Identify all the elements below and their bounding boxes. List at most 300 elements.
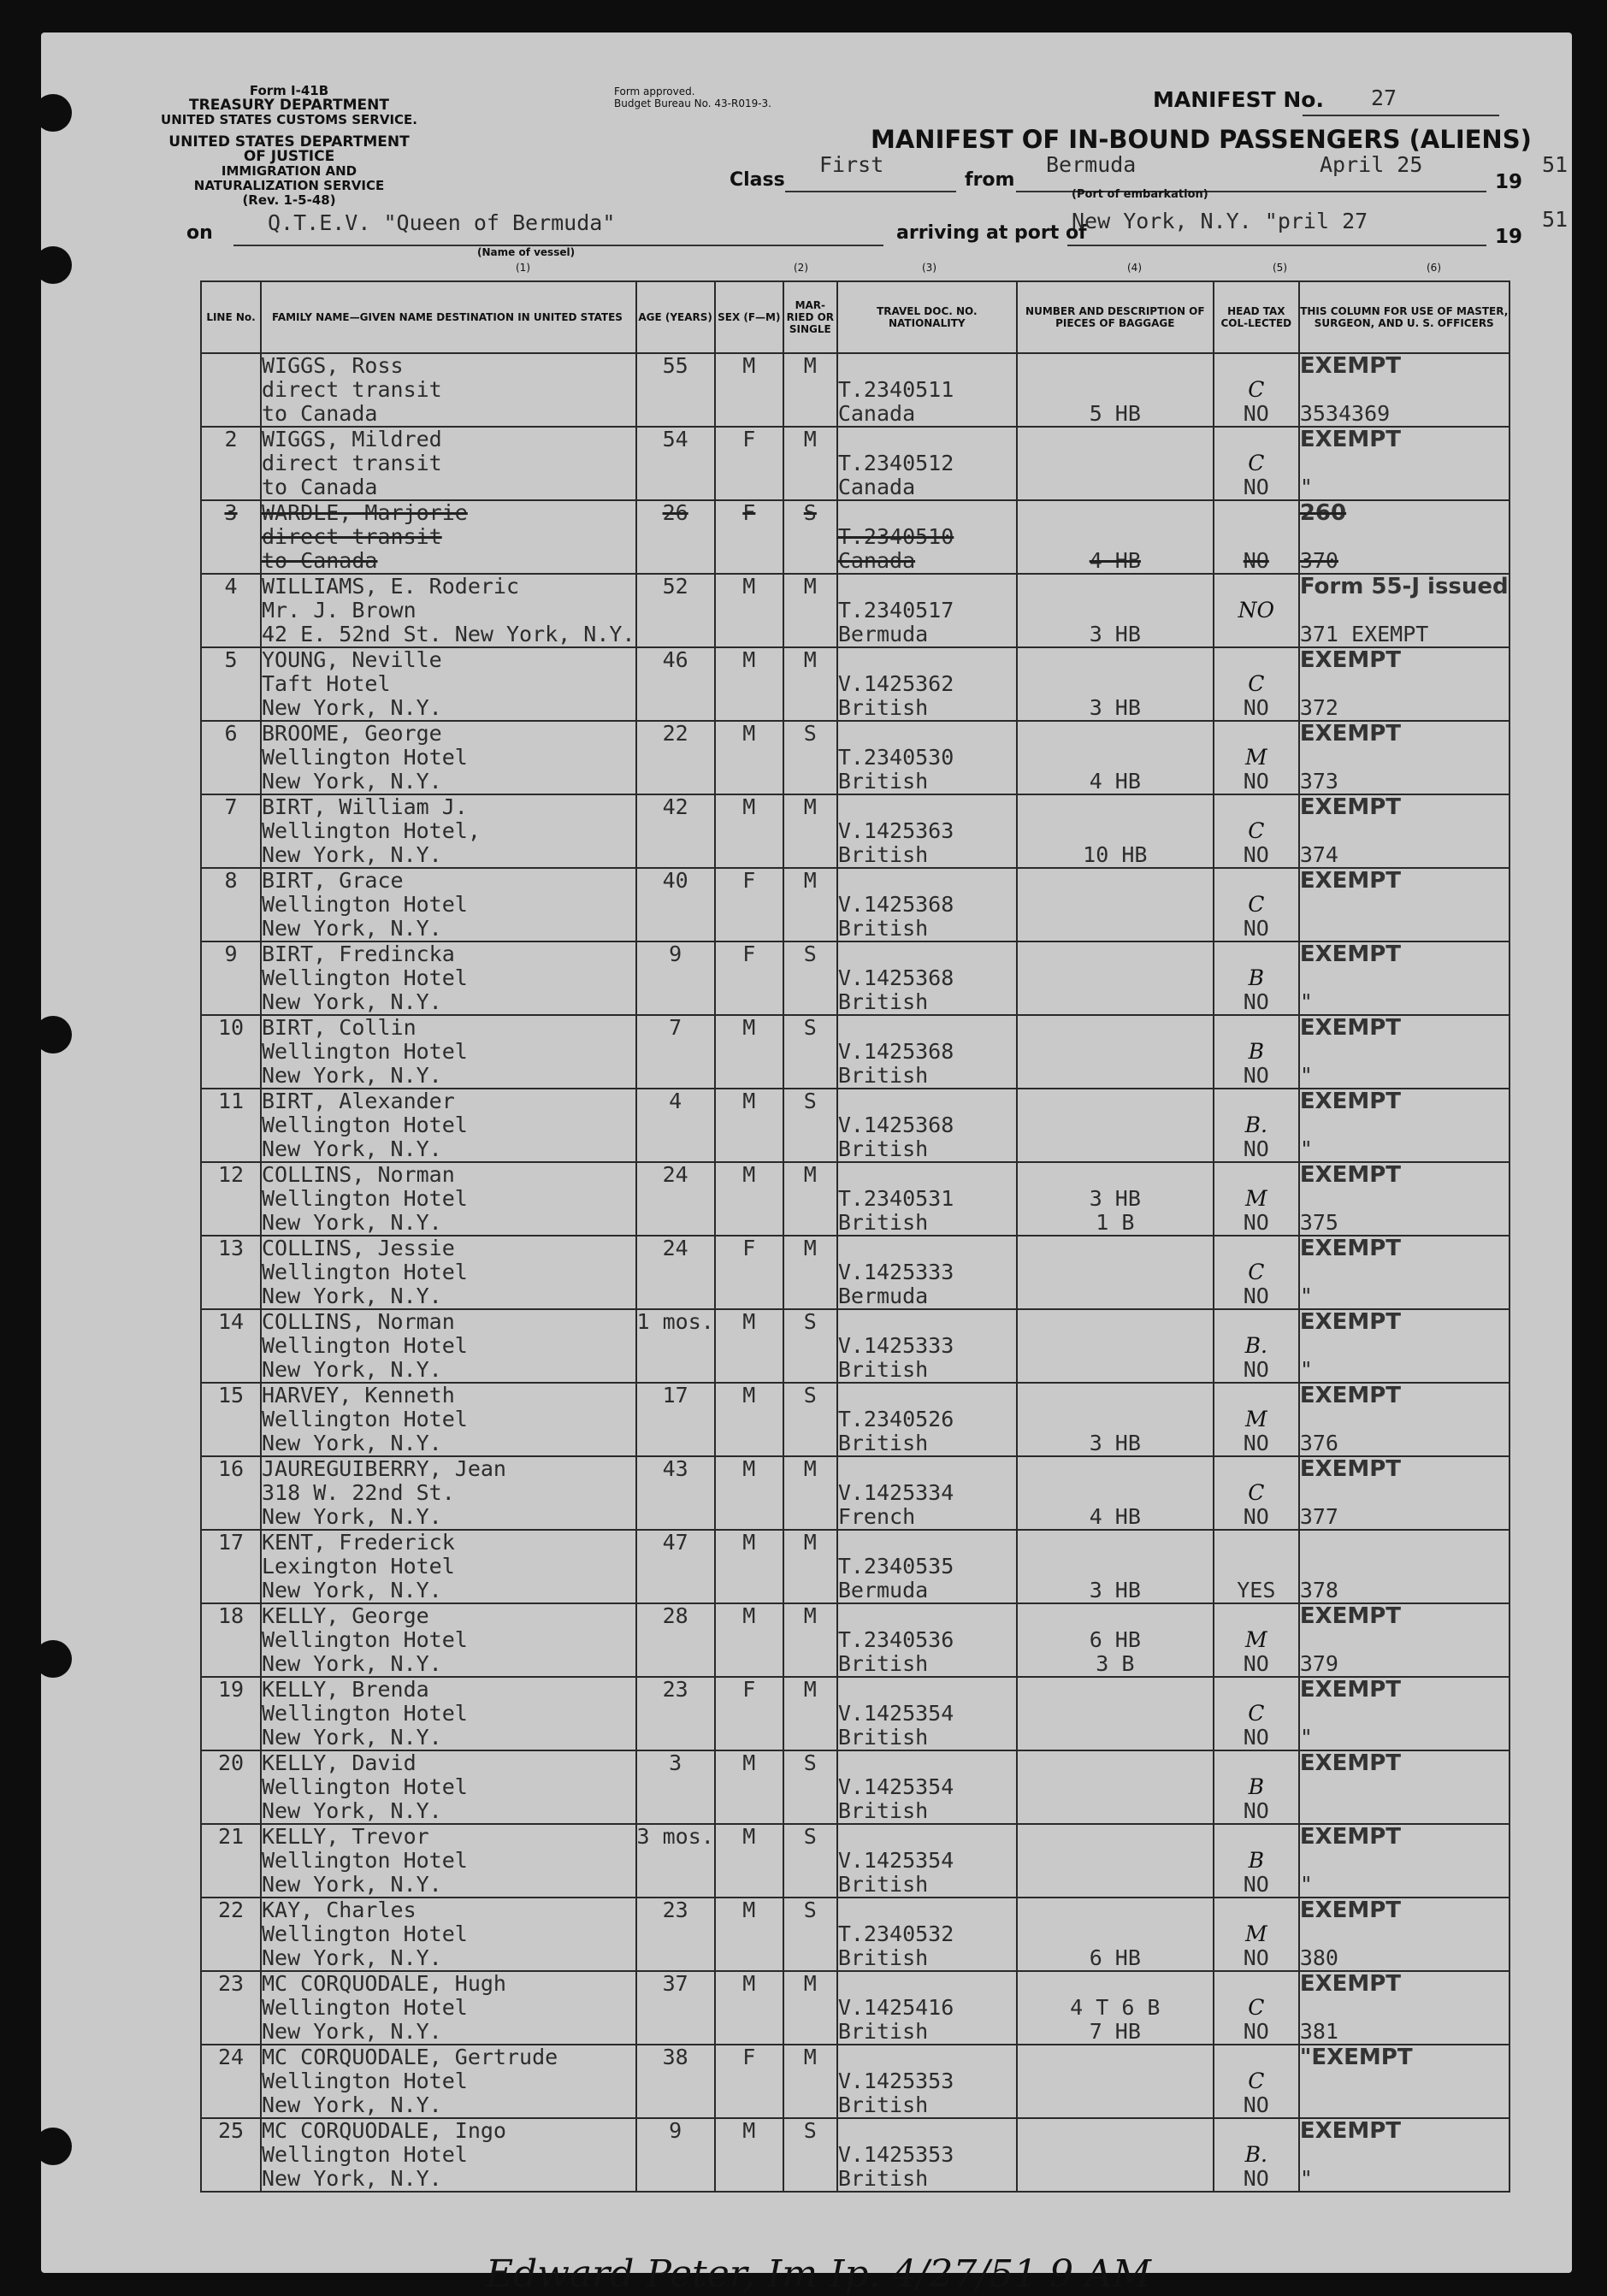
head-tax-cell	[1214, 2045, 1299, 2118]
travel-doc-no: V.1425354	[837, 1701, 954, 1726]
baggage-line-2: 6 HB	[1089, 1945, 1141, 1970]
head-tax-mark: C	[1248, 892, 1265, 917]
baggage-line-1: 4 T 6 B	[1070, 1995, 1161, 2020]
head-tax-mark: C	[1248, 818, 1265, 843]
destination-line-2: New York, N.Y.	[262, 769, 442, 794]
sex: F	[715, 1236, 783, 1309]
destination-line-2: to Canada	[262, 548, 378, 573]
passenger-cell	[261, 1236, 636, 1309]
travel-doc-cell	[837, 1383, 1017, 1456]
officer-cell	[1299, 500, 1510, 574]
travel-doc-no: V.1425368	[837, 965, 954, 990]
destination-line-2: New York, N.Y.	[262, 2166, 442, 2191]
travel-doc-no: T.2340511	[837, 377, 954, 402]
class-value: First	[819, 152, 884, 177]
officer-stamp: EXEMPT	[1299, 427, 1402, 452]
baggage-line-1	[1018, 746, 1213, 770]
nationality: Bermuda	[837, 622, 929, 646]
officer-note: 374	[1299, 842, 1338, 867]
officer-stamp: "EXEMPT	[1299, 2045, 1413, 2070]
line-number: 2	[201, 427, 261, 500]
head-tax-collected: NO	[1243, 2092, 1269, 2117]
nationality: Canada	[837, 401, 916, 426]
line-number: 22	[201, 1898, 261, 1971]
officer-stamp: EXEMPT	[1299, 647, 1402, 673]
table-row	[201, 2118, 1510, 2192]
nationality: British	[837, 1063, 929, 1088]
travel-doc-cell	[837, 1824, 1017, 1898]
table-row	[201, 721, 1510, 794]
col-header-headtax: HEAD TAX COL-LECTED	[1214, 281, 1299, 353]
head-tax-mark	[1214, 1555, 1298, 1579]
head-tax-collected: NO	[1243, 2166, 1269, 2191]
officer-cell	[1299, 1089, 1510, 1162]
head-tax-cell	[1214, 1677, 1299, 1750]
age: 4	[636, 1089, 715, 1162]
destination-line-2: New York, N.Y.	[262, 1504, 442, 1529]
destination-line-1: direct transit	[262, 377, 442, 402]
age: 9	[636, 2118, 715, 2192]
destination-line-1: Wellington Hotel	[262, 1627, 468, 1652]
col-num: (4)	[1127, 262, 1142, 274]
head-tax-cell	[1214, 794, 1299, 868]
baggage-line-2: 5 HB	[1089, 401, 1141, 426]
nationality: British	[837, 1210, 929, 1235]
marital-status: M	[783, 794, 837, 868]
marital-status: S	[783, 1383, 837, 1456]
head-tax-cell	[1214, 2118, 1299, 2192]
department-label: UNITED STATES DEPARTMENT OF JUSTICE IMMIGRATION AND NATURALIZATION SERVICE (Rev. 1-5-48)	[168, 133, 410, 208]
marital-status: S	[783, 2118, 837, 2192]
table-row	[201, 574, 1510, 647]
baggage-line-1	[1018, 1040, 1213, 1064]
passenger-cell	[261, 353, 636, 427]
officer-cell	[1299, 868, 1510, 941]
head-tax-collected: NO	[1243, 1431, 1269, 1455]
officer-cell	[1299, 1971, 1510, 2045]
nationality: British	[837, 1872, 929, 1897]
age: 37	[636, 1971, 715, 2045]
age: 7	[636, 1015, 715, 1089]
baggage-line-1	[1018, 966, 1213, 990]
officer-cell	[1299, 574, 1510, 647]
destination-line-2: New York, N.Y.	[262, 1651, 442, 1676]
on-label: on	[186, 222, 213, 244]
nationality: British	[837, 1651, 929, 1676]
head-tax-cell	[1214, 1236, 1299, 1309]
year-prefix: 19	[1495, 171, 1523, 193]
passenger-cell	[261, 1971, 636, 2045]
nationality: British	[837, 1945, 929, 1970]
passenger-cell	[261, 941, 636, 1015]
baggage-line-2: 3 HB	[1089, 1431, 1141, 1455]
head-tax-mark: B.	[1244, 1333, 1267, 1358]
officer-stamp: EXEMPT	[1299, 1015, 1402, 1041]
travel-doc-no: V.1425368	[837, 1113, 954, 1137]
age: 23	[636, 1677, 715, 1750]
passenger-name: KAY, Charles	[262, 1898, 417, 1922]
officer-stamp: EXEMPT	[1299, 2118, 1402, 2144]
travel-doc-cell	[837, 1089, 1017, 1162]
officer-cell	[1299, 353, 1510, 427]
baggage-line-2	[1018, 1873, 1213, 1897]
passenger-name: KELLY, David	[262, 1750, 417, 1775]
officer-note: 380	[1299, 1945, 1338, 1970]
punch-hole	[34, 1016, 72, 1054]
head-tax-collected: NO	[1243, 1063, 1269, 1088]
head-tax-mark	[1214, 525, 1298, 549]
punch-hole	[34, 246, 72, 284]
sex: M	[715, 1898, 783, 1971]
head-tax-cell	[1214, 427, 1299, 500]
baggage-line-1	[1018, 1775, 1213, 1799]
line-number: 9	[201, 941, 261, 1015]
arriving-label: arriving at port of	[896, 222, 1087, 244]
passenger-name: KENT, Frederick	[262, 1530, 455, 1555]
head-tax-mark: C	[1248, 671, 1265, 696]
destination-line-1: Taft Hotel	[262, 671, 391, 696]
travel-doc-cell	[837, 647, 1017, 721]
baggage-line-1	[1018, 1922, 1213, 1946]
marital-status: S	[783, 941, 837, 1015]
officer-cell	[1299, 1750, 1510, 1824]
head-tax-collected: NO	[1243, 1725, 1269, 1750]
officer-note: 375	[1299, 1210, 1338, 1235]
head-tax-mark: C	[1248, 451, 1265, 475]
nationality: British	[837, 2019, 929, 2044]
head-tax-mark: B	[1248, 1039, 1264, 1064]
table-row	[201, 1089, 1510, 1162]
officer-cell	[1299, 1456, 1510, 1530]
travel-doc-no: V.1425368	[837, 1039, 954, 1064]
head-tax-cell	[1214, 941, 1299, 1015]
baggage-cell	[1017, 868, 1214, 941]
destination-line-1: Wellington Hotel	[262, 965, 468, 990]
baggage-line-2: 3 HB	[1089, 695, 1141, 720]
baggage-line-2: 3 HB	[1089, 622, 1141, 646]
baggage-cell	[1017, 427, 1214, 500]
sex: M	[715, 1309, 783, 1383]
age: 43	[636, 1456, 715, 1530]
officer-cell	[1299, 794, 1510, 868]
marital-status: S	[783, 1309, 837, 1383]
passenger-cell	[261, 1603, 636, 1677]
officer-stamp: EXEMPT	[1299, 794, 1402, 820]
destination-line-2: New York, N.Y.	[262, 1063, 442, 1088]
officer-cell	[1299, 1015, 1510, 1089]
line-number: 23	[201, 1971, 261, 2045]
nationality: British	[837, 769, 929, 794]
baggage-line-1	[1018, 378, 1213, 402]
sex: F	[715, 1677, 783, 1750]
passenger-cell	[261, 794, 636, 868]
officer-stamp: EXEMPT	[1299, 1971, 1402, 1997]
table-row	[201, 1383, 1510, 1456]
line-number: 19	[201, 1677, 261, 1750]
marital-status: S	[783, 1089, 837, 1162]
passenger-cell	[261, 1750, 636, 1824]
destination-line-1: Lexington Hotel	[262, 1554, 455, 1579]
destination-line-1: direct transit	[262, 524, 442, 549]
travel-doc-cell	[837, 1750, 1017, 1824]
table-row	[201, 353, 1510, 427]
age: 55	[636, 353, 715, 427]
baggage-line-1	[1018, 1702, 1213, 1726]
marital-status: M	[783, 1677, 837, 1750]
head-tax-cell	[1214, 647, 1299, 721]
passenger-name: WIGGS, Ross	[262, 353, 404, 378]
marital-status: M	[783, 647, 837, 721]
destination-line-1: Wellington Hotel	[262, 1186, 468, 1211]
officer-note: "	[1299, 989, 1313, 1014]
age: 24	[636, 1236, 715, 1309]
baggage-line-1	[1018, 525, 1213, 549]
line-number: 6	[201, 721, 261, 794]
baggage-cell	[1017, 1824, 1214, 1898]
baggage-cell	[1017, 647, 1214, 721]
travel-doc-cell	[837, 1898, 1017, 1971]
officer-cell	[1299, 1898, 1510, 1971]
baggage-line-1	[1018, 452, 1213, 475]
passenger-name: KELLY, Trevor	[262, 1824, 429, 1849]
officer-cell	[1299, 721, 1510, 794]
baggage-line-1	[1018, 1481, 1213, 1505]
baggage-cell	[1017, 794, 1214, 868]
officer-cell	[1299, 1603, 1510, 1677]
sex: F	[715, 2045, 783, 2118]
passenger-name: BIRT, William J.	[262, 794, 468, 819]
manifest-page	[41, 32, 1572, 2296]
officer-note: 3534369	[1299, 401, 1391, 426]
nationality: Bermuda	[837, 1284, 929, 1308]
nationality: Canada	[837, 548, 916, 573]
head-tax-collected: NO	[1243, 548, 1269, 573]
baggage-line-2: 3 B	[1096, 1651, 1135, 1676]
passenger-cell	[261, 1530, 636, 1603]
travel-doc-cell	[837, 1677, 1017, 1750]
nationality: British	[837, 695, 929, 720]
passenger-cell	[261, 647, 636, 721]
head-tax-cell	[1214, 1971, 1299, 2045]
table-row	[201, 1824, 1510, 1898]
head-tax-cell	[1214, 1383, 1299, 1456]
age: 52	[636, 574, 715, 647]
passenger-cell	[261, 1383, 636, 1456]
destination-line-2: New York, N.Y.	[262, 1357, 442, 1382]
head-tax-mark: B	[1248, 965, 1264, 990]
travel-doc-no: V.1425362	[837, 671, 954, 696]
officer-note: "	[1299, 1357, 1313, 1382]
destination-line-1: Wellington Hotel	[262, 1113, 468, 1137]
baggage-line-1	[1018, 819, 1213, 843]
passenger-name: YOUNG, Neville	[262, 647, 442, 672]
destination-line-1: Wellington Hotel	[262, 1921, 468, 1946]
baggage-cell	[1017, 1162, 1214, 1236]
line-number: 20	[201, 1750, 261, 1824]
officer-stamp: EXEMPT	[1299, 1309, 1402, 1335]
manifest-no-label: MANIFEST No.	[1153, 87, 1324, 112]
baggage-cell	[1017, 1971, 1214, 2045]
head-tax-cell	[1214, 1898, 1299, 1971]
line-number: 12	[201, 1162, 261, 1236]
nationality: British	[837, 989, 929, 1014]
head-tax-mark: C	[1248, 1480, 1265, 1505]
head-tax-mark: M	[1245, 1921, 1267, 1946]
passenger-name: KELLY, Brenda	[262, 1677, 429, 1702]
table-row	[201, 1677, 1510, 1750]
head-tax-cell	[1214, 1750, 1299, 1824]
page-title: MANIFEST OF IN-BOUND PASSENGERS (ALIENS)	[871, 125, 1532, 154]
travel-doc-no: V.1425333	[837, 1333, 954, 1358]
table-row	[201, 500, 1510, 574]
passenger-name: BIRT, Grace	[262, 868, 404, 893]
line-number: 8	[201, 868, 261, 941]
passenger-cell	[261, 1824, 636, 1898]
destination-line-2: New York, N.Y.	[262, 1136, 442, 1161]
officer-cell	[1299, 941, 1510, 1015]
age: 40	[636, 868, 715, 941]
baggage-line-1	[1018, 1113, 1213, 1137]
baggage-line-2: 7 HB	[1089, 2019, 1141, 2044]
officer-stamp: EXEMPT	[1299, 721, 1402, 747]
head-tax-mark: C	[1248, 1260, 1265, 1284]
travel-doc-no: V.1425368	[837, 892, 954, 917]
baggage-cell	[1017, 1603, 1214, 1677]
age: 42	[636, 794, 715, 868]
table-row	[201, 1603, 1510, 1677]
passenger-cell	[261, 1898, 636, 1971]
table-row	[201, 1015, 1510, 1089]
passenger-cell	[261, 1162, 636, 1236]
head-tax-collected: NO	[1243, 1136, 1269, 1161]
baggage-line-2	[1018, 2093, 1213, 2117]
destination-line-1: direct transit	[262, 451, 442, 475]
destination-line-2: New York, N.Y.	[262, 1578, 442, 1602]
destination-line-1: Wellington Hotel	[262, 1039, 468, 1064]
head-tax-collected: NO	[1243, 842, 1269, 867]
sex: M	[715, 1383, 783, 1456]
marital-status: M	[783, 574, 837, 647]
baggage-cell	[1017, 1236, 1214, 1309]
col-header-name: FAMILY NAME—GIVEN NAME DESTINATION IN UNITED STATES	[261, 281, 636, 353]
nationality: French	[837, 1504, 916, 1529]
destination-line-1: Wellington Hotel	[262, 1407, 468, 1431]
nationality: British	[837, 2166, 929, 2191]
baggage-line-2	[1018, 1284, 1213, 1308]
head-tax-collected: NO	[1243, 916, 1269, 941]
head-tax-collected: NO	[1243, 695, 1269, 720]
baggage-line-1	[1018, 1334, 1213, 1358]
passenger-table	[200, 280, 1510, 2193]
sex: F	[715, 941, 783, 1015]
head-tax-mark: M	[1245, 1186, 1267, 1211]
baggage-line-2: 4 HB	[1089, 548, 1141, 573]
line-number: 18	[201, 1603, 261, 1677]
travel-doc-no: V.1425354	[837, 1848, 954, 1873]
officer-note: 378	[1299, 1578, 1338, 1602]
line-number: 16	[201, 1456, 261, 1530]
head-tax-cell	[1214, 1824, 1299, 1898]
marital-status: M	[783, 1603, 837, 1677]
baggage-cell	[1017, 1383, 1214, 1456]
age: 23	[636, 1898, 715, 1971]
line-number: 17	[201, 1530, 261, 1603]
passenger-cell	[261, 427, 636, 500]
sex: M	[715, 1456, 783, 1530]
col-num: (6)	[1427, 262, 1441, 274]
table-row	[201, 1236, 1510, 1309]
year-value-2: 51	[1542, 207, 1569, 232]
travel-doc-no: V.1425334	[837, 1480, 954, 1505]
nationality: British	[837, 2092, 929, 2117]
head-tax-collected: NO	[1243, 1284, 1269, 1308]
passenger-cell	[261, 721, 636, 794]
passenger-name: COLLINS, Jessie	[262, 1236, 455, 1260]
marital-status: M	[783, 868, 837, 941]
baggage-line-1	[1018, 672, 1213, 696]
travel-doc-no: T.2340536	[837, 1627, 954, 1652]
line-number: 5	[201, 647, 261, 721]
officer-cell	[1299, 1162, 1510, 1236]
head-tax-mark: C	[1248, 1701, 1265, 1726]
officer-cell	[1299, 1824, 1510, 1898]
marital-status: M	[783, 1971, 837, 2045]
marital-status: S	[783, 721, 837, 794]
baggage-line-2: 4 HB	[1089, 1504, 1141, 1529]
table-row	[201, 1309, 1510, 1383]
travel-doc-no: V.1425363	[837, 818, 954, 843]
destination-line-1: Wellington Hotel	[262, 1260, 468, 1284]
passenger-cell	[261, 1456, 636, 1530]
destination-line-2: New York, N.Y.	[262, 1872, 442, 1897]
marital-status: S	[783, 1824, 837, 1898]
officer-stamp: EXEMPT	[1299, 1603, 1402, 1629]
destination-line-1: Wellington Hotel	[262, 1995, 468, 2020]
age: 54	[636, 427, 715, 500]
sex: M	[715, 1603, 783, 1677]
baggage-cell	[1017, 574, 1214, 647]
destination-line-1: Wellington Hotel	[262, 2069, 468, 2093]
age: 3	[636, 1750, 715, 1824]
sex: M	[715, 647, 783, 721]
officer-stamp: Form 55-J issued	[1299, 574, 1509, 599]
marital-status: S	[783, 500, 837, 574]
class-label: Class	[730, 169, 785, 191]
travel-doc-no: V.1425354	[837, 1774, 954, 1799]
baggage-cell	[1017, 1530, 1214, 1603]
head-tax-collected: NO	[1243, 1357, 1269, 1382]
head-tax-cell	[1214, 1603, 1299, 1677]
table-row	[201, 794, 1510, 868]
age: 3 mos.	[636, 1824, 715, 1898]
age: 28	[636, 1603, 715, 1677]
nationality: British	[837, 1136, 929, 1161]
travel-doc-no: V.1425416	[837, 1995, 954, 2020]
head-tax-cell	[1214, 1530, 1299, 1603]
destination-line-2: New York, N.Y.	[262, 695, 442, 720]
line-number: 15	[201, 1383, 261, 1456]
head-tax-collected: NO	[1243, 1210, 1269, 1235]
passenger-cell	[261, 574, 636, 647]
passenger-name: WILLIAMS, E. Roderic	[262, 574, 520, 599]
travel-doc-cell	[837, 2045, 1017, 2118]
budget-note: Form approved. Budget Bureau No. 43-R019-3.	[614, 86, 771, 109]
marital-status: M	[783, 353, 837, 427]
table-row	[201, 1456, 1510, 1530]
destination-line-2: New York, N.Y.	[262, 1284, 442, 1308]
baggage-cell	[1017, 2045, 1214, 2118]
col-num: (5)	[1273, 262, 1287, 274]
